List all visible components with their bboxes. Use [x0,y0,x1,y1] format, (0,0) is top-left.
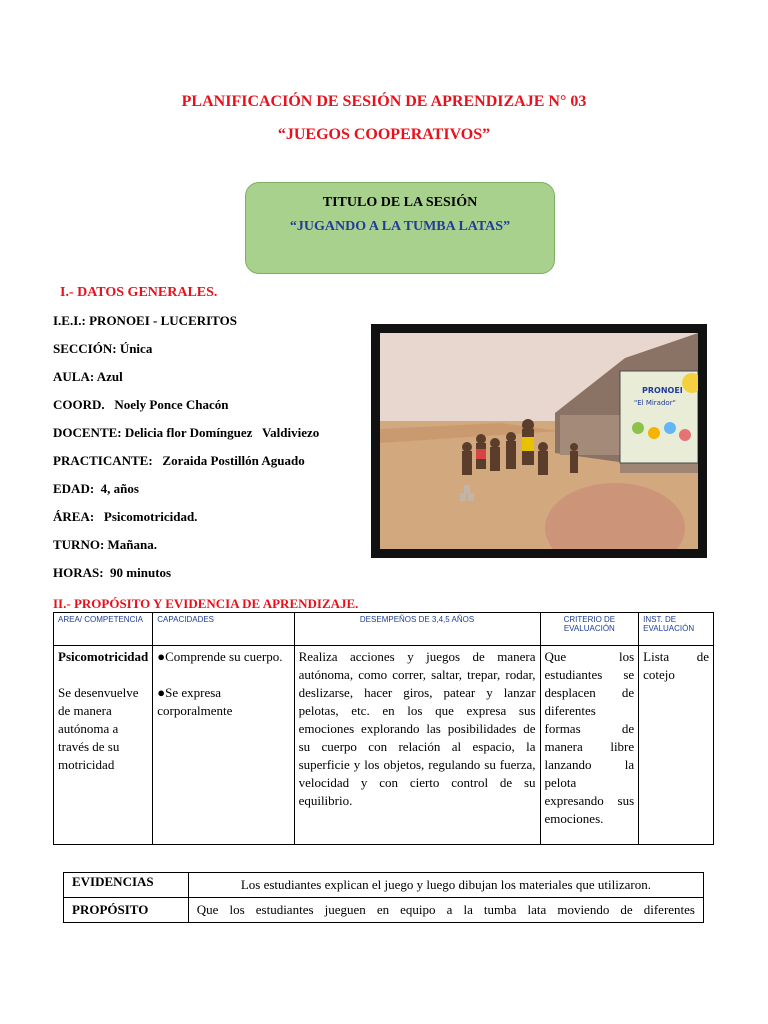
general-data-row: SECCIÓN: Única [53,341,153,356]
general-data-row: I.E.I.: PRONOEI - LUCERITOS [53,313,237,328]
general-data-row: TURNO: Mañana. [53,537,158,552]
capacity-item: ●Comprende su cuerpo. [157,649,283,664]
table-row [54,646,714,845]
section-datos-generales-heading: I.- DATOS GENERALES. [60,285,218,300]
evidence-table [63,872,704,923]
section-proposito-heading: II.- PROPÓSITO Y EVIDENCIA DE APRENDIZAJE. [53,596,359,611]
purpose-label: PROPÓSITO [64,898,189,923]
general-data-row: COORD. Noely Ponce Chacón [53,397,229,412]
session-title-box [245,182,555,274]
table-row [64,898,704,923]
general-data-row: PRACTICANTE: Zoraida Postillón Aguado [53,453,305,468]
header-capacidades: CAPACIDADES [153,613,294,646]
cell-instrumento: Lista de cotejo [639,646,714,845]
general-data-row: ÁREA: Psicomotricidad. [53,509,198,524]
cell-desempeno: Realiza acciones y juegos de manera autónoma, como correr, saltar, trepar, rodar, deslizarse, hacer giros, patear y lanzar pelotas, etc. en los que expresa sus emociones explorando las posibilidades de su cuerpo con relación al espacio, la superficie y los objetos, regulando su fuerza, velocidad y con cierto control de su equilibrio. [294,646,540,845]
competency-table [53,612,714,845]
children-playing-illustration [380,333,698,549]
header-criterio: CRITERIO DE EVALUACIÓN [540,613,639,646]
banner-brand: PRONOEI [642,386,683,395]
session-photo [371,324,707,558]
session-title-name: “JUGANDO A LA TUMBA LATAS” [289,219,511,234]
header-desempenos: DESEMPEÑOS DE 3,4,5 AÑOS [294,613,540,646]
area-text: Se desenvuelve de manera autónoma a través de su motricidad [58,685,139,772]
general-data-row: EDAD: 4, años [53,481,139,496]
page-subtitle: “JUEGOS COOPERATIVOS” [277,126,491,143]
cell-criterio: Que los estudiantes se desplacen de diferentes formas de manera libre lanzando la pelota expresando sus emociones. [540,646,639,845]
banner-name: "El Mirador" [634,399,676,407]
area-title: Psicomotricidad [58,649,149,664]
table-header-row [54,613,714,646]
evidence-value: Los estudiantes explican el juego y luego dibujan los materiales que utilizaron. [188,873,703,898]
cell-area [54,646,153,845]
evidence-label: EVIDENCIAS [64,873,189,898]
purpose-value: Que los estudiantes jueguen en equipo a la tumba lata moviendo de diferentes [188,898,703,923]
header-area: AREA/ COMPETENCIA [54,613,153,646]
general-data-row: HORAS: 90 minutos [53,565,172,580]
general-data-row: DOCENTE: Delicia flor Domínguez Valdiviezo [53,425,320,440]
cell-capacidades [153,646,294,845]
general-data-row: AULA: Azul [53,369,123,384]
table-row [64,873,704,898]
page-title: PLANIFICACIÓN DE SESIÓN DE APRENDIZAJE N° 03 [181,93,587,110]
session-title-label: TITULO DE LA SESIÓN [322,195,478,210]
header-instrumento: INST. DE EVALUACIÓN [639,613,714,646]
capacity-item: ●Se expresa corporalmente [157,685,233,718]
